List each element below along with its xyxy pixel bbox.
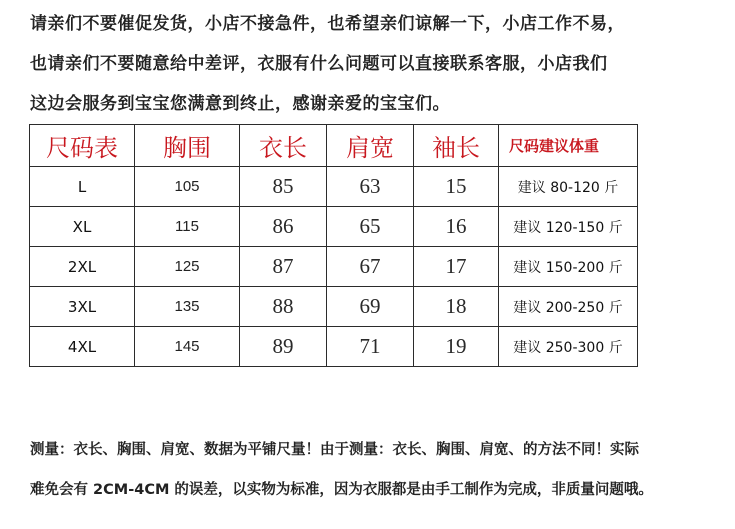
length-cell: 87 — [240, 247, 327, 287]
weight-cell: 建议 80-120 斤 — [499, 167, 638, 207]
header-sleeve: 袖长 — [414, 125, 499, 167]
notice-line-1: 请亲们不要催促发货，小店不接急件，也希望亲们谅解一下，小店工作不易， — [30, 14, 625, 34]
chest-cell: 115 — [135, 207, 240, 247]
size-chart-table — [29, 124, 638, 367]
shoulder-cell: 63 — [327, 167, 414, 207]
header-shoulder: 肩宽 — [327, 125, 414, 167]
shoulder-cell: 69 — [327, 287, 414, 327]
sleeve-cell: 15 — [414, 167, 499, 207]
header-length: 衣长 — [240, 125, 327, 167]
weight-cell: 建议 120-150 斤 — [499, 207, 638, 247]
weight-cell: 建议 200-250 斤 — [499, 287, 638, 327]
shoulder-cell: 71 — [327, 327, 414, 367]
table-row — [30, 327, 638, 367]
length-cell: 88 — [240, 287, 327, 327]
size-cell: 2XL — [30, 247, 135, 287]
table-row — [30, 287, 638, 327]
sleeve-cell: 18 — [414, 287, 499, 327]
table-row — [30, 167, 638, 207]
measurement-note-line-2: 难免会有 2CM-4CM 的误差，以实物为标准，因为衣服都是由手工制作为完成，非质量问题哦。 — [30, 482, 653, 498]
chest-cell: 125 — [135, 247, 240, 287]
notice-text — [30, 4, 730, 124]
shoulder-cell: 67 — [327, 247, 414, 287]
size-cell: XL — [30, 207, 135, 247]
size-cell: 4XL — [30, 327, 135, 367]
sleeve-cell: 16 — [414, 207, 499, 247]
header-size: 尺码表 — [30, 125, 135, 167]
table-row — [30, 247, 638, 287]
shoulder-cell: 65 — [327, 207, 414, 247]
weight-cell: 建议 250-300 斤 — [499, 327, 638, 367]
sleeve-cell: 19 — [414, 327, 499, 367]
chest-cell: 135 — [135, 287, 240, 327]
size-cell: 3XL — [30, 287, 135, 327]
chest-cell: 145 — [135, 327, 240, 367]
weight-cell: 建议 150-200 斤 — [499, 247, 638, 287]
table-header-row — [30, 125, 638, 167]
chest-cell: 105 — [135, 167, 240, 207]
table-row — [30, 207, 638, 247]
header-weight: 尺码建议体重 — [499, 125, 638, 167]
sleeve-cell: 17 — [414, 247, 499, 287]
length-cell: 89 — [240, 327, 327, 367]
notice-line-3: 这边会服务到宝宝您满意到终止，感谢亲爱的宝宝们。 — [30, 94, 450, 114]
length-cell: 86 — [240, 207, 327, 247]
length-cell: 85 — [240, 167, 327, 207]
notice-line-2: 也请亲们不要随意给中差评，衣服有什么问题可以直接联系客服，小店我们 — [30, 54, 608, 74]
header-chest: 胸围 — [135, 125, 240, 167]
size-cell: L — [30, 167, 135, 207]
measurement-note — [30, 430, 730, 510]
measurement-note-line-1: 测量：衣长、胸围、肩宽、数据为平铺尺量！由于测量：衣长、胸围、肩宽、的方法不同！实际 — [30, 442, 639, 458]
